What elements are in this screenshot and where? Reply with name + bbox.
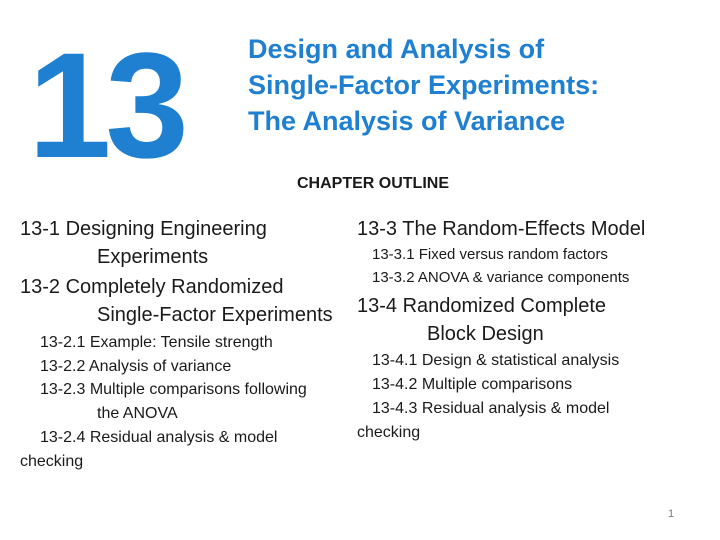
page-number: 1 [668, 508, 675, 520]
chapter-title-line-1: Design and Analysis of [248, 34, 545, 64]
subsection-13-4-2: 13-4.2 Multiple comparisons [372, 376, 573, 393]
subsection-13-4-3: 13-4.3 Residual analysis & model [372, 400, 610, 417]
section-13-1-title: 13-1 Designing Engineering [20, 218, 267, 240]
section-13-1-title-cont: Experiments [97, 246, 209, 268]
subsection-13-2-1: 13-2.1 Example: Tensile strength [40, 334, 273, 351]
subsection-13-3-1: 13-3.1 Fixed versus random factors [372, 246, 608, 263]
chapter-title-line-3: The Analysis of Variance [248, 106, 566, 136]
subsection-13-2-2: 13-2.2 Analysis of variance [40, 358, 232, 375]
subsection-13-2-4-cont: checking [20, 453, 84, 470]
section-13-3-title: 13-3 The Random-Effects Model [357, 218, 646, 240]
section-13-2-title: 13-2 Completely Randomized [20, 276, 284, 298]
section-13-4-title-cont: Block Design [427, 323, 544, 345]
subsection-13-2-3-cont: the ANOVA [97, 405, 178, 422]
outline-heading: CHAPTER OUTLINE [297, 175, 449, 192]
subsection-13-2-4: 13-2.4 Residual analysis & model [40, 429, 278, 446]
subsection-13-2-3: 13-2.3 Multiple comparisons following [40, 381, 307, 398]
subsection-13-4-1: 13-4.1 Design & statistical analysis [372, 352, 620, 369]
subsection-13-3-2: 13-3.2 ANOVA & variance components [372, 269, 630, 286]
section-13-2-title-cont: Single-Factor Experiments [97, 304, 333, 326]
section-13-4-title: 13-4 Randomized Complete [357, 295, 607, 317]
chapter-title-line-2: Single-Factor Experiments: [248, 70, 600, 100]
subsection-13-4-3-cont: checking [357, 424, 421, 441]
chapter-number: 13 [28, 21, 183, 189]
